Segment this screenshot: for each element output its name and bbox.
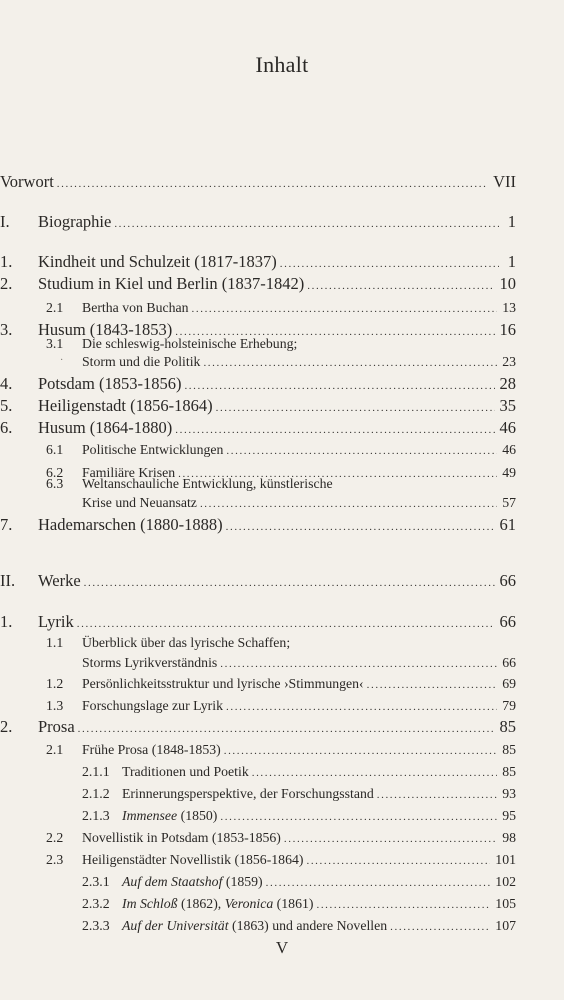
toc-entry-number: 1.1	[46, 635, 64, 650]
leader-dots	[216, 403, 495, 414]
toc-entry[interactable]	[0, 398, 516, 415]
toc-entry[interactable]	[82, 897, 516, 911]
toc-entry[interactable]	[0, 276, 516, 293]
toc-entry-text: Storm und die Politik	[82, 354, 201, 369]
toc-page-number: 10	[499, 274, 516, 293]
toc-entry[interactable]	[0, 376, 516, 393]
toc-entry-text: Werke	[38, 571, 81, 590]
leader-dots	[175, 425, 494, 436]
toc-entry-text: Hademarschen (1880-1888)	[38, 515, 223, 534]
toc-entry-number: 2.3.3	[82, 918, 110, 933]
toc-entry-text: Lyrik	[38, 612, 74, 631]
toc-page-number: 93	[502, 786, 516, 801]
work-title: Veronica	[224, 896, 274, 911]
toc-entry-text: Forschungslage zur Lyrik	[82, 698, 224, 713]
leader-dots	[252, 768, 497, 779]
leader-dots	[203, 358, 497, 369]
toc-entry[interactable]	[0, 614, 516, 631]
toc-page-number: 1	[507, 212, 516, 231]
toc-page-number: 79	[502, 698, 516, 713]
toc-page-number: 105	[495, 896, 516, 911]
work-title: Immensee	[122, 808, 178, 823]
toc-entry-text: Heiligenstädter Novellistik (1856-1864)	[82, 852, 304, 867]
toc-entry[interactable]	[0, 719, 516, 736]
toc-entry[interactable]	[82, 787, 516, 801]
toc-entry-number: 2.3	[46, 852, 64, 867]
toc-entry[interactable]	[0, 254, 516, 271]
toc-entry-text: Familiäre Krisen	[82, 465, 176, 480]
toc-entry-number: 6.	[0, 418, 13, 437]
toc-entry-text: Traditionen und Poetik	[122, 764, 249, 779]
leader-dots	[57, 179, 488, 190]
toc-entry-number: 1.	[0, 612, 13, 631]
leader-dots	[192, 304, 498, 315]
toc-entry-text: Krise und Neuansatz	[82, 495, 197, 510]
toc-entry-number: 1.2	[46, 676, 64, 691]
toc-entry-text: Weltanschauliche Entwicklung, künstlerische	[82, 476, 333, 491]
toc-entry-text: Bertha von Buchan	[82, 300, 189, 315]
leader-dots	[226, 446, 497, 457]
toc-entry-continuation[interactable]	[82, 355, 516, 369]
toc-entry-number: 2.	[0, 274, 13, 293]
work-year: (1850)	[177, 808, 218, 823]
toc-entry-text: Potsdam (1853-1856)	[38, 374, 182, 393]
toc-page-number: 13	[502, 300, 516, 315]
toc-entry-text: Storms Lyrikverständnis	[82, 655, 218, 670]
leader-dots	[226, 522, 495, 533]
toc-entry-number: 3.1	[46, 336, 64, 351]
toc-entry-text: Kindheit und Schulzeit (1817-1837)	[38, 252, 277, 271]
margin-mark-icon: ·	[60, 355, 64, 366]
toc-entry[interactable]	[82, 809, 516, 823]
toc-entry-text: Biographie	[38, 212, 112, 231]
toc-entry-number: II.	[0, 571, 16, 590]
toc-entry-text	[122, 919, 387, 933]
work-year: (1859)	[222, 874, 263, 889]
toc-page-number: 16	[499, 320, 516, 339]
toc-page-number: 102	[495, 874, 516, 889]
toc-entry-text: Novellistik in Potsdam (1853-1856)	[82, 830, 281, 845]
toc-entry-number: 7.	[0, 515, 13, 534]
toc-entry[interactable]	[82, 765, 516, 779]
toc-entry[interactable]	[46, 743, 516, 757]
toc-page-number: 49	[502, 465, 516, 480]
toc-entry[interactable]	[46, 443, 516, 457]
toc-entry[interactable]	[46, 853, 516, 867]
toc-entry[interactable]	[82, 919, 516, 933]
toc-entry-first-line[interactable]	[46, 477, 333, 491]
toc-entry-continuation[interactable]	[82, 656, 516, 670]
toc-page-number: 85	[502, 742, 516, 757]
toc-page-number: 66	[499, 571, 516, 590]
toc-entry[interactable]	[0, 420, 516, 437]
toc-entry-number: 2.3.1	[82, 874, 110, 889]
leader-dots	[226, 702, 497, 713]
toc-entry-continuation[interactable]	[82, 496, 516, 510]
toc-entry-text: Überblick über das lyrische Schaffen;	[82, 635, 291, 650]
toc-page-number: VII	[493, 172, 516, 191]
toc-entry-text	[122, 897, 313, 911]
toc-entry[interactable]	[46, 699, 516, 713]
toc-entry-text: Studium in Kiel und Berlin (1837-1842)	[38, 274, 305, 293]
work-year: (1861)	[273, 896, 314, 911]
toc-entry-text: Husum (1843-1853)	[38, 320, 173, 339]
work-year: (1862),	[177, 896, 225, 911]
toc-entry-number: 6.1	[46, 442, 64, 457]
toc-entry-number: 6.2	[46, 465, 64, 480]
toc-entry-number: 4.	[0, 374, 13, 393]
toc-entry-number: 3.	[0, 320, 13, 339]
leader-dots	[200, 499, 497, 510]
work-title: Auf der Universität	[122, 918, 229, 933]
toc-entry-text: Vorwort	[0, 172, 54, 191]
toc-entry-number: 5.	[0, 396, 13, 415]
leader-dots	[184, 381, 494, 392]
toc-entry-number: 2.3.2	[82, 896, 110, 911]
toc-page-number: 57	[502, 495, 516, 510]
page-number: V	[275, 938, 289, 957]
toc-page-number: 85	[499, 717, 516, 736]
toc-entry-number: I.	[0, 212, 10, 231]
toc-entry-first-line[interactable]	[46, 337, 297, 351]
toc-entry[interactable]	[46, 301, 516, 315]
leader-dots	[78, 724, 495, 735]
toc-entry-text: Politische Entwicklungen	[82, 442, 224, 457]
toc-page-number: 35	[499, 396, 516, 415]
leader-dots	[220, 659, 497, 670]
leader-dots	[367, 680, 498, 691]
toc-entry-number: 2.1.3	[82, 808, 110, 823]
toc-page-number: 66	[499, 612, 516, 631]
toc-entry-text: Heiligenstadt (1856-1864)	[38, 396, 213, 415]
toc-entry-text: Erinnerungsperspektive, der Forschungsstand	[122, 786, 374, 801]
toc-entry-first-line[interactable]	[46, 636, 290, 650]
leader-dots	[280, 259, 499, 270]
leader-dots	[390, 922, 490, 933]
toc-page-number: 61	[499, 515, 516, 534]
toc-entry-number: 2.1.1	[82, 764, 110, 779]
toc-entry-biographie[interactable]	[0, 214, 516, 231]
leader-dots	[77, 619, 495, 630]
toc-entry-text: Husum (1864-1880)	[38, 418, 173, 437]
work-year: (1863) und andere Novellen	[228, 918, 388, 933]
leader-dots	[220, 812, 497, 823]
toc-page-number: 46	[499, 418, 516, 437]
toc-page-number: 1	[507, 252, 516, 271]
toc-entry-text	[122, 875, 263, 889]
leader-dots	[316, 900, 490, 911]
toc-entry-text: Persönlichkeitsstruktur und lyrische ›Stimmungen‹	[82, 676, 364, 691]
toc-entry-number: 2.1	[46, 300, 64, 315]
page-title: Inhalt	[255, 52, 309, 77]
leader-dots	[284, 834, 497, 845]
toc-entry[interactable]	[46, 677, 516, 691]
leader-dots	[306, 856, 490, 867]
toc-page-number: 101	[495, 852, 516, 867]
toc-page-number: 107	[495, 918, 516, 933]
toc-page-number: 66	[502, 655, 516, 670]
toc-entry-werke[interactable]	[0, 573, 516, 590]
leader-dots	[114, 219, 499, 230]
toc-entry[interactable]	[0, 517, 516, 534]
work-title: Im Schloß	[122, 896, 178, 911]
toc-page-number: 23	[502, 354, 516, 369]
toc-page-number: 98	[502, 830, 516, 845]
toc-page-number: 95	[502, 808, 516, 823]
leader-dots	[377, 790, 497, 801]
toc-entry-number: 6.3	[46, 476, 64, 491]
leader-dots	[307, 281, 494, 292]
toc-entry-number: 1.3	[46, 698, 64, 713]
toc-entry-text	[122, 809, 217, 823]
toc-page-number: 46	[502, 442, 516, 457]
toc-entry[interactable]	[82, 875, 516, 889]
toc-entry-number: 2.1	[46, 742, 64, 757]
toc-page-number: 28	[499, 374, 516, 393]
toc-entry-number: 2.	[0, 717, 13, 736]
toc-entry-number: 1.	[0, 252, 13, 271]
work-title: Auf dem Staatshof	[122, 874, 223, 889]
toc-entry-vorwort[interactable]	[0, 174, 516, 191]
toc-page-number: 69	[502, 676, 516, 691]
toc-entry[interactable]	[46, 831, 516, 845]
leader-dots	[266, 878, 491, 889]
toc-page-number: 85	[502, 764, 516, 779]
leader-dots	[224, 746, 497, 757]
leader-dots	[84, 578, 495, 589]
toc-entry-text: Prosa	[38, 717, 75, 736]
toc-entry-number: 2.1.2	[82, 786, 110, 801]
toc-entry-text: Frühe Prosa (1848-1853)	[82, 742, 221, 757]
toc-entry-text: Die schleswig-holsteinische Erhebung;	[82, 336, 298, 351]
toc-entry-number: 2.2	[46, 830, 64, 845]
